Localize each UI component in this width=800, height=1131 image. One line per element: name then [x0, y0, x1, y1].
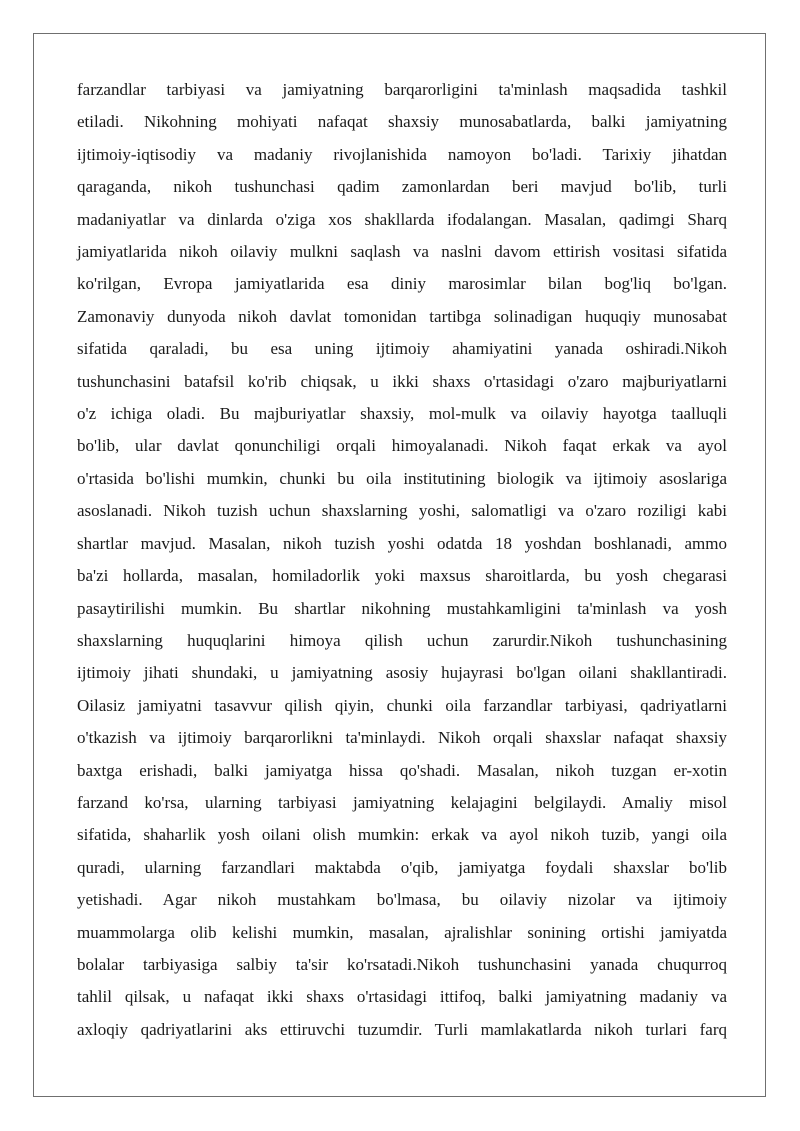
- text-line: ijtimoiy jihati shundaki, u jamiyatning asosiy hujayrasi bo'lgan oilani shakllantiradi.: [77, 663, 727, 683]
- text-line: muammolarga olib kelishi mumkin, masalan, ajralishlar sonining ortishi jamiyatda: [77, 922, 727, 942]
- text-line: o'tkazish va ijtimoiy barqarorlikni ta'minlaydi. Nikoh orqali shaxslar nafaqat shaxsiy: [77, 728, 727, 748]
- text-line: tahlil qilsak, u nafaqat ikki shaxs o'rtasidagi ittifoq, balki jamiyatning madaniy va: [77, 987, 727, 1007]
- text-line: madaniyatlar va dinlarda o'ziga xos shakllarda ifodalangan. Masalan, qadimgi Sharq: [77, 209, 727, 229]
- text-line: shaxslarning huquqlarini himoya qilish uchun zarurdir.Nikoh tushunchasining: [77, 630, 727, 650]
- text-line: bolalar tarbiyasiga salbiy ta'sir ko'rsatadi.Nikoh tushunchasini yanada chuqurroq: [77, 954, 727, 974]
- page-frame: [33, 33, 766, 1097]
- text-line: ba'zi hollarda, masalan, homiladorlik yoki maxsus sharoitlarda, bu yosh chegarasi: [77, 566, 727, 586]
- text-line: farzand ko'rsa, ularning tarbiyasi jamiyatning kelajagini belgilaydi. Amaliy misol: [77, 792, 727, 812]
- text-line: yetishadi. Agar nikoh mustahkam bo'lmasa, bu oilaviy nizolar va ijtimoiy: [77, 890, 727, 910]
- text-line: asoslanadi. Nikoh tuzish uchun shaxslarning yoshi, salomatligi va o'zaro roziligi kabi: [77, 501, 727, 521]
- text-line: jamiyatlarida nikoh oilaviy mulkni saqlash va naslni davom ettirish vositasi sifatida: [77, 242, 727, 262]
- text-line: o'rtasida bo'lishi mumkin, chunki bu oila institutining biologik va ijtimoiy asoslariga: [77, 468, 727, 488]
- text-line: farzandlar tarbiyasi va jamiyatning barqarorligini ta'minlash maqsadida tashkil: [77, 80, 727, 99]
- text-line: quradi, ularning farzandlari maktabda o'qib, jamiyatga foydali shaxslar bo'lib: [77, 857, 727, 877]
- text-line: sifatida qaraladi, bu esa uning ijtimoiy ahamiyatini yanada oshiradi.Nikoh: [77, 339, 727, 359]
- text-line: pasaytirilishi mumkin. Bu shartlar nikohning mustahkamligini ta'minlash va yosh: [77, 598, 727, 618]
- text-line: ko'rilgan, Evropa jamiyatlarida esa diniy marosimlar bilan bog'liq bo'lgan.: [77, 274, 727, 294]
- text-line: etiladi. Nikohning mohiyati nafaqat shaxsiy munosabatlarda, balki jamiyatning: [77, 112, 727, 132]
- text-line: tushunchasini batafsil ko'rib chiqsak, u ikki shaxs o'rtasidagi o'zaro majburiyatlarni: [77, 371, 727, 391]
- text-line: Zamonaviy dunyoda nikoh davlat tomonidan tartibga solinadigan huquqiy munosabat: [77, 306, 727, 326]
- text-line: shartlar mavjud. Masalan, nikoh tuzish yoshi odatda 18 yoshdan boshlanadi, ammo: [77, 533, 727, 553]
- text-line: bo'lib, ular davlat qonunchiligi orqali himoyalanadi. Nikoh faqat erkak va ayol: [77, 436, 727, 456]
- text-line: Oilasiz jamiyatni tasavvur qilish qiyin, chunki oila farzandlar tarbiyasi, qadriyatlarni: [77, 695, 727, 715]
- text-line: sifatida, shaharlik yosh oilani olish mumkin: erkak va ayol nikoh tuzib, yangi oila: [77, 825, 727, 845]
- body-paragraph: [77, 74, 727, 1046]
- text-line: ijtimoiy-iqtisodiy va madaniy rivojlanishida namoyon bo'ladi. Tarixiy jihatdan: [77, 144, 727, 164]
- text-line: o'z ichiga oladi. Bu majburiyatlar shaxsiy, mol-mulk va oilaviy hayotga taalluqli: [77, 404, 727, 424]
- text-line: qaraganda, nikoh tushunchasi qadim zamonlardan beri mavjud bo'lib, turli: [77, 177, 727, 197]
- text-line: axloqiy qadriyatlarini aks ettiruvchi tuzumdir. Turli mamlakatlarda nikoh turlari farq: [77, 1019, 727, 1039]
- text-line: baxtga erishadi, balki jamiyatga hissa qo'shadi. Masalan, nikoh tuzgan er-xotin: [77, 760, 727, 780]
